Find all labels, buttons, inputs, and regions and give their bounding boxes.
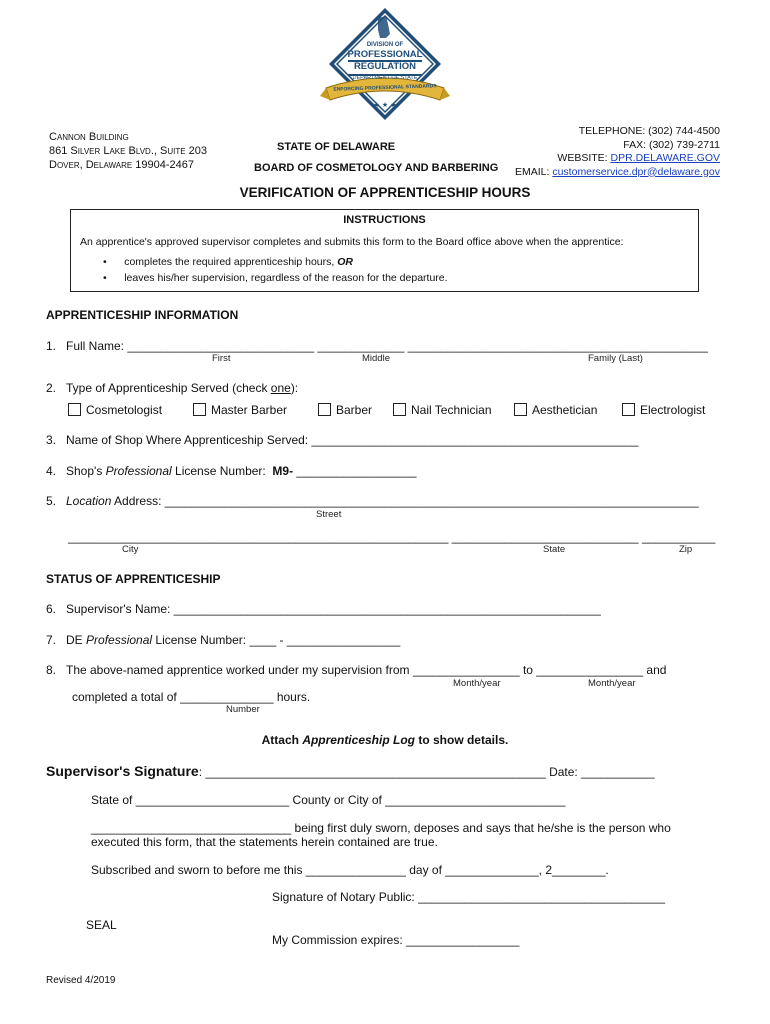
supervisor-license-row[interactable] (46, 633, 400, 647)
q2-number: 2. (46, 381, 57, 395)
bullet-2-text: leaves his/her supervision, regardless of the reason for the departure. (124, 272, 448, 284)
family-name-label: Family (Last) (588, 353, 643, 364)
email-link[interactable]: customerservice.dpr@delaware.gov (552, 165, 720, 178)
middle-name-label: Middle (362, 353, 390, 364)
hours-number-label: Number (226, 704, 260, 715)
address-line1: Cannon Building (49, 131, 129, 143)
bullet-1-or: OR (337, 256, 353, 268)
q7-italic: Professional (86, 633, 153, 647)
supervisor-license-field[interactable]: License Number: ____ - _________________ (152, 633, 401, 647)
q5-number: 5. (46, 494, 57, 508)
checkbox-master-barber[interactable] (193, 403, 287, 417)
instructions-bullet-1: • completes the required apprenticeship hours, OR (103, 256, 353, 268)
email-row (515, 166, 720, 180)
website-link[interactable]: DPR.DELAWARE.GOV (610, 152, 720, 164)
logo-line1: DIVISION OF (366, 42, 404, 48)
q7-prefix: DE (66, 633, 87, 647)
checkbox-electrologist[interactable] (622, 403, 705, 417)
bullet-1-text: completes the required apprenticeship hours, (124, 256, 338, 268)
sworn-statement-line2: executed this form, that the statements herein contained are true. (91, 835, 438, 849)
checkbox-cosmetologist[interactable] (68, 403, 162, 417)
website-label: WEBSITE: (557, 152, 611, 164)
type-label: Barber (336, 403, 373, 417)
status-heading: STATUS OF APPRENTICESHIP (46, 572, 221, 586)
form-title: VERIFICATION OF APPRENTICESHIP HOURS (239, 185, 531, 200)
revised-date: Revised 4/2019 (46, 975, 116, 986)
email-label: EMAIL: (514, 165, 553, 178)
attach-log-name: Apprenticeship Log (302, 733, 415, 747)
commission-expires-field[interactable]: My Commission expires: _________________ (272, 933, 520, 947)
street-field[interactable]: Address: ________________________________________________________________________________ (111, 494, 699, 508)
q4-mid: License Number: (171, 464, 273, 478)
contact-block (515, 125, 720, 179)
zip-label: Zip (679, 544, 693, 555)
city-state-zip-field[interactable]: _________________________________________________________ ____________________________ ___________ (68, 530, 716, 544)
q2-suffix: ): (290, 381, 299, 395)
type-label: Cosmetologist (86, 403, 163, 417)
q7-number: 7. (46, 633, 57, 647)
state-heading: STATE OF DELAWARE (277, 141, 396, 153)
type-label: Nail Technician (411, 403, 492, 417)
q4-number: 4. (46, 464, 57, 478)
checkbox-square[interactable] (318, 403, 331, 416)
supervisor-signature-row[interactable] (46, 763, 655, 779)
city-label: City (122, 544, 139, 555)
signature-label: Supervisor's Signature (46, 763, 199, 779)
type-label: Master Barber (211, 403, 288, 417)
telephone: TELEPHONE: (302) 744-4500 (578, 125, 720, 137)
logo-line2: PROFESSIONAL (347, 49, 423, 60)
logo-line4: DEPARTMENT OF STATE (352, 75, 418, 81)
q4-italic: Professional (105, 464, 172, 478)
seal-label: SEAL (86, 918, 117, 932)
logo-banner-text: ENFORCING PROFESSIONAL STANDARDS (333, 83, 437, 93)
instructions-box (70, 209, 699, 292)
instructions-text: An apprentice's approved supervisor completes and submits this form to the Board office above when the apprentice: (80, 236, 624, 248)
q2-one: one (270, 381, 291, 395)
attach-log-note (0, 733, 770, 747)
checkbox-square[interactable] (193, 403, 206, 416)
address-line2: 861 Silver Lake Blvd., Suite 203 (49, 145, 207, 157)
address-line3: Dover, Delaware 19904-2467 (49, 159, 194, 171)
shop-license-row[interactable] (46, 464, 417, 478)
logo-line3: REGULATION (353, 61, 417, 72)
full-name-row[interactable] (46, 339, 708, 353)
apprenticeship-info-heading: APPRENTICESHIP INFORMATION (46, 308, 239, 322)
division-logo (320, 4, 450, 126)
checkbox-square[interactable] (68, 403, 81, 416)
supervisor-name-field[interactable]: Supervisor's Name: ________________________________________________________________ (66, 602, 601, 616)
q3-number: 3. (46, 433, 57, 447)
notary-signature-field[interactable]: Signature of Notary Public: _____________________________________ (272, 890, 666, 904)
svg-text:★ ★ ★: ★ ★ ★ (373, 101, 397, 109)
signature-date-field[interactable]: : ___________________________________________________ Date: ___________ (198, 765, 655, 779)
to-month-year-label: Month/year (588, 678, 636, 689)
license-prefix-code: M9- (272, 464, 294, 478)
attach-prefix: Attach (261, 733, 303, 747)
worked-period-field[interactable]: The above-named apprentice worked under my supervision from ________________ to ________________ and (66, 663, 667, 677)
q2-prefix: Type of Apprenticeship Served (check (66, 381, 271, 395)
q8-number: 8. (46, 663, 57, 677)
q5-italic: Location (66, 494, 112, 508)
type-label: Electrologist (640, 403, 706, 417)
checkbox-square[interactable] (622, 403, 635, 416)
q6-number: 6. (46, 602, 57, 616)
sworn-statement-line1[interactable]: ______________________________ being first duly sworn, deposes and says that he/she is the person who (91, 821, 671, 835)
worked-period-row[interactable] (46, 663, 666, 677)
full-name-field[interactable]: Full Name: ____________________________ _____________ _____________________________________________ (66, 339, 708, 353)
type-question (46, 381, 298, 395)
subscribed-sworn-field[interactable]: Subscribed and sworn to before me this _______________ day of ______________, 2________. (91, 863, 609, 877)
state-county-field[interactable]: State of _______________________ County or City of ___________________________ (91, 793, 566, 807)
shop-name-row[interactable] (46, 433, 638, 447)
location-address-row[interactable] (46, 494, 699, 508)
street-label: Street (316, 509, 342, 520)
shop-name-field[interactable]: Name of Shop Where Apprenticeship Served: _________________________________________________ (66, 433, 639, 447)
total-hours-field[interactable]: completed a total of ______________ hours. (72, 690, 311, 704)
state-label: State (543, 544, 566, 555)
supervisor-name-row[interactable] (46, 602, 601, 616)
attach-suffix: to show details. (414, 733, 509, 747)
checkbox-aesthetician[interactable] (514, 403, 597, 417)
checkbox-square[interactable] (514, 403, 527, 416)
first-name-label: First (212, 353, 231, 364)
instructions-bullet-2: • leaves his/her supervision, regardless of the reason for the departure. (103, 272, 448, 284)
checkbox-nail-technician[interactable] (393, 403, 492, 417)
instructions-heading: INSTRUCTIONS (343, 214, 426, 226)
from-month-year-label: Month/year (453, 678, 501, 689)
q4-prefix: Shop's (66, 464, 106, 478)
shop-license-field[interactable]: __________________ (293, 464, 417, 478)
office-address (49, 130, 207, 172)
board-heading: BOARD OF COSMETOLOGY AND BARBERING (254, 162, 499, 174)
q1-number: 1. (46, 339, 57, 353)
checkbox-square[interactable] (393, 403, 406, 416)
website-row (515, 152, 720, 166)
type-label: Aesthetician (532, 403, 598, 417)
checkbox-barber[interactable] (318, 403, 372, 417)
fax: FAX: (302) 739-2711 (623, 138, 720, 151)
